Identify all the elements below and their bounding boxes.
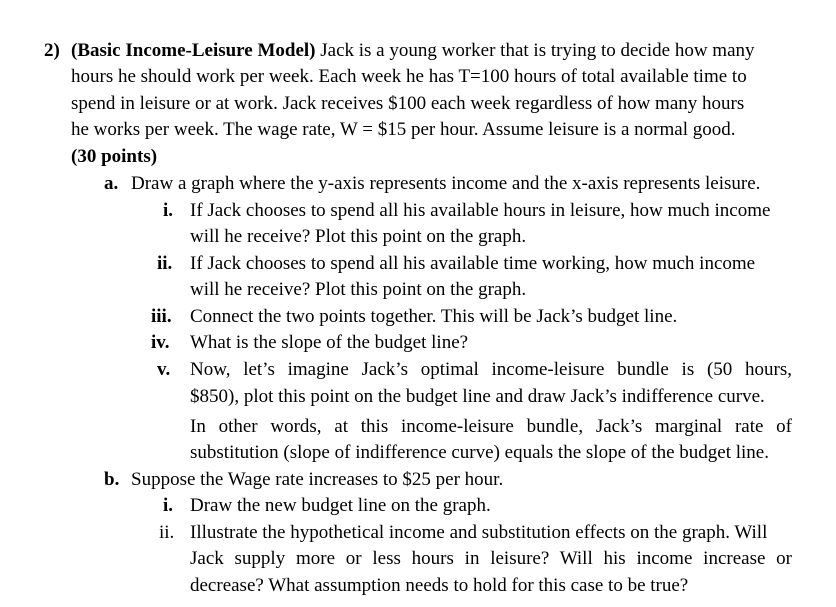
part-b-item-i-line-1: Draw the new budget line on the graph.: [190, 495, 491, 516]
part-a-item-v-line-3: In other words, at this income-leisure bundle, Jack’s marginal rate of: [190, 416, 792, 437]
part-a-item-i-marker: i.: [163, 200, 174, 221]
question-intro-line-4: he works per week. The wage rate, W = $15 per hour. Assume leisure is a normal good.: [71, 119, 736, 140]
question-intro-line-2: hours he should work per week. Each week he has T=100 hours of total available time to: [71, 66, 747, 87]
question-title: (Basic Income-Leisure Model): [71, 40, 316, 61]
part-b-item-ii-line-1: Illustrate the hypothetical income and substitution effects on the graph. Will: [190, 522, 768, 543]
part-a-text: Draw a graph where the y-axis represents income and the x-axis represents leisure.: [131, 173, 761, 194]
part-a-item-iv-marker: iv.: [151, 332, 170, 353]
part-a-item-iv-line-1: What is the slope of the budget line?: [190, 332, 469, 353]
question-first-line: [71, 38, 755, 64]
part-b-item-ii-line-2: Jack supply more or less hours in leisure? Will his income increase or: [190, 548, 792, 569]
part-a-item-iii-line-1: Connect the two points together. This will be Jack’s budget line.: [190, 306, 678, 327]
question-intro-rest: Jack is a young worker that is trying to decide how many: [315, 40, 755, 61]
part-a-item-v-line-2: $850), plot this point on the budget line and draw Jack’s indifference curve.: [190, 386, 765, 407]
part-a-item-v-line-4: substitution (slope of indifference curve) equals the slope of the budget line.: [190, 442, 769, 463]
question-intro-line-3: spend in leisure or at work. Jack receives $100 each week regardless of how many hours: [71, 93, 745, 114]
part-a-item-iii-marker: iii.: [151, 306, 172, 327]
part-a-marker: a.: [104, 173, 119, 194]
part-a-item-i-line-2: will he receive? Plot this point on the graph.: [190, 226, 527, 247]
question-number: 2): [44, 40, 60, 61]
part-b-text: Suppose the Wage rate increases to $25 per hour.: [131, 469, 504, 490]
part-a-item-v-marker: v.: [157, 359, 171, 380]
part-a-item-ii-marker: ii.: [157, 253, 173, 274]
part-a-item-ii-line-1: If Jack chooses to spend all his available time working, how much income: [190, 253, 756, 274]
part-b-marker: b.: [104, 469, 120, 490]
part-a-item-ii-line-2: will he receive? Plot this point on the graph.: [190, 279, 527, 300]
part-b-item-ii-marker: ii.: [159, 522, 175, 543]
question-points: (30 points): [71, 146, 158, 167]
part-b-item-ii-line-3: decrease? What assumption needs to hold for this case to be true?: [190, 575, 689, 596]
part-a-item-v-line-1: Now, let’s imagine Jack’s optimal income-leisure bundle is (50 hours,: [190, 359, 792, 380]
part-a-item-i-line-1: If Jack chooses to spend all his available hours in leisure, how much income: [190, 200, 771, 221]
part-b-item-i-marker: i.: [163, 495, 174, 516]
